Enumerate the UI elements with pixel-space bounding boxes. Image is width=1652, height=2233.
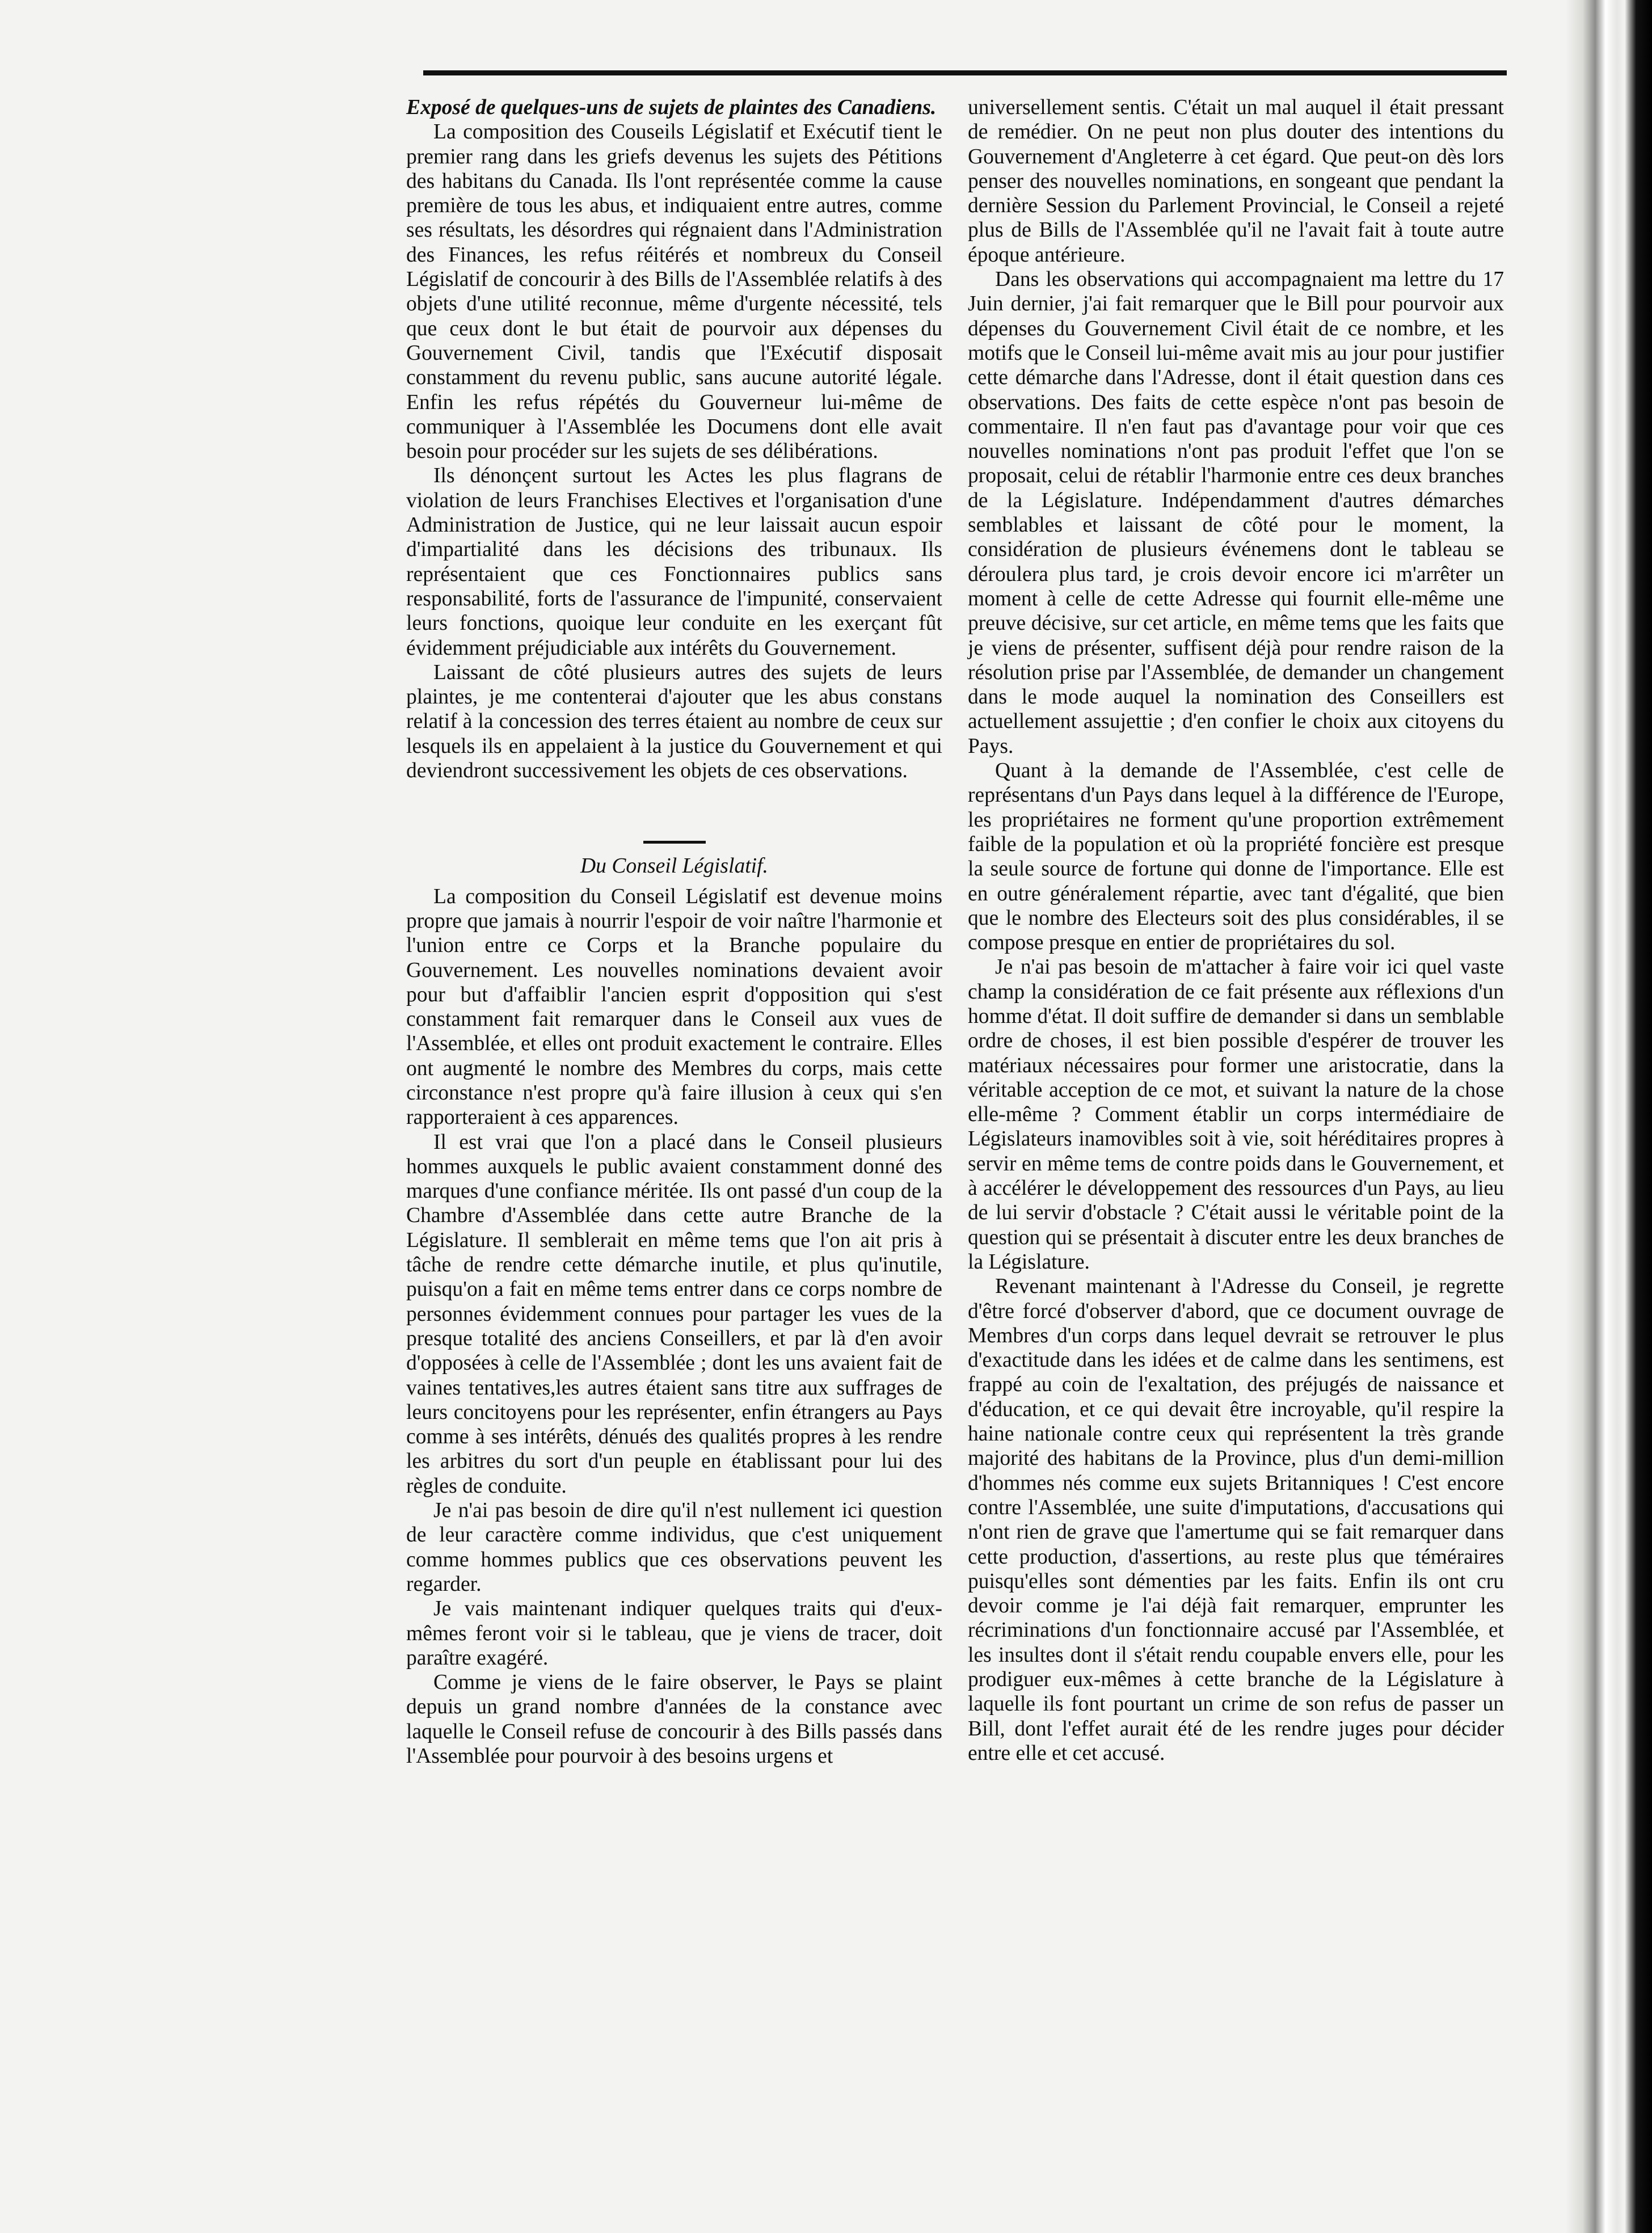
paragraph: La composition du Conseil Législatif est devenue moins propre que jamais à nourrir l'espoir de voir naître l'harmonie et l'union entre ce Corps et la Branche populaire du Gouvernement. Les nouvelles nominations devaient avoir pour but d'affaiblir l'ancien esprit d'opposition qui s'est constamment fait remarquer dans le Conseil aux vues de l'Assemblée, et elles ont produit exactement le contraire. Elles ont augmenté le nombre des Membres du corps, mais cette circonstance n'est propre qu'à faire illusion à ceux qui s'en rapporteraient à ces apparences. <box>406 884 942 1130</box>
paragraph: Ils dénonçent surtout les Actes les plus flagrans de violation de leurs Franchises Electives et l'organisation d'une Administration de Justice, qui ne leur laissait aucun espoir d'impartialité dans les décisions des tribunaux. Ils représentaient que ces Fonctionnaires publics sans responsabilité, forts de l'assurance de l'impunité, conservaient leurs fonctions, quoique leur conduite en les exerçant fût évidemment préjudiciable aux intérêts du Gouvernement. <box>406 464 942 660</box>
paragraph: Revenant maintenant à l'Adresse du Conseil, je regrette d'être forcé d'observer d'abord, que ce document ouvrage de Membres d'un corps dans lequel devrait se retrouver le plus d'exactitude dans les idées et de calme dans les sentimens, est frappé au coin de l'exaltation, des préjugés de naissance et d'éducation, et ce qui devait être incroyable, qu'il respire la haine nationale contre ceux qui représentent la très grande majorité des habitans de la Province, plus d'un demi-million d'hommes nés comme eux sujets Britanniques ! C'est encore contre l'Assemblée, une suite d'imputations, d'accusations qui n'ont rien de grave que l'amertume qui se fait remarquer dans cette production, d'assertions, au reste plus que téméraires puisqu'elles sont démenties par les faits. Enfin ils ont cru devoir comme je l'ai déjà fait remarquer, emprunter les récriminations d'un fonctionnaire accusé par l'Assemblée, et les insultes dont il s'était rendu coupable envers elle, pour les prodiguer eux-mêmes à cette branche de la Législature à laquelle ils font pourtant un crime de son refus de passer un Bill, dont l'effet aurait été de les rendre juges pour décider entre elle et cet accusé. <box>968 1275 1504 1765</box>
section-subheading: Du Conseil Législatif. <box>580 854 768 878</box>
section-divider <box>643 841 706 844</box>
paragraph: La composition des Couseils Législatif et Exécutif tient le premier rang dans les griefs devenus les sujets des Pétitions des habitans du Canada. Ils l'ont représentée comme la cause première de tous les abus, et indiquaient entre autres, comme ses résultats, les désordres qui régnaient dans l'Administration des Finances, les refus réitérés et nombreux du Conseil Législatif de concourir à des Bills de l'Assemblée relatifs à des objets d'une utilité reconnue, même d'urgente nécessité, tels que ceux dont le but était de pourvoir aux dépenses du Gouvernement Civil, tandis que l'Exécutif disposait constamment du revenu public, sans aucune autorité légale. Enfin les refus répétés du Gouverneur lui-même de communiquer à l'Assemblée les Documens dont elle avait besoin pour procéder sur les sujets de ses délibérations. <box>406 120 942 464</box>
right-column <box>968 95 1504 1766</box>
page-edge <box>1566 0 1652 2233</box>
paragraph: Laissant de côté plusieurs autres des sujets de leurs plaintes, je me contenterai d'ajouter que les abus constans relatif à la concession des terres étaient au nombre de ceux sur lesquels ils en appelaient à la justice du Gouvernement et qui deviendront successivement les objets de ces observations. <box>406 660 942 783</box>
left-column <box>406 95 942 1768</box>
paragraph: Je vais maintenant indiquer quelques traits qui d'eux-mêmes feront voir si le tableau, que je viens de tracer, doit paraître exagéré. <box>406 1597 942 1670</box>
paragraph: Comme je viens de le faire observer, le Pays se plaint depuis un grand nombre d'années de la constance avec laquelle le Conseil refuse de concourir à des Bills passés dans l'Assemblée pour pourvoir à des besoins urgens et <box>406 1671 942 1768</box>
section-heading: Exposé de quelques-uns de sujets de plaintes des Canadiens. <box>406 96 937 119</box>
paragraph: Quant à la demande de l'Assemblée, c'est celle de représentans d'un Pays dans lequel à la différence de l'Europe, les propriétaires ne forment qu'une proportion extrêmement faible de la population et où la propriété foncière est presque la seule source de fortune qui donne de l'importance. Elle est en outre généralement répartie, avec tant d'égalité, que bien que le nombre des Electeurs soit des plus considérables, il se compose presque en entier de propriétaires du sol. <box>968 759 1504 955</box>
paragraph: Je n'ai pas besoin de m'attacher à faire voir ici quel vaste champ la considération de ce fait présente aux réflexions d'un homme d'état. Il doit suffire de demander si dans un semblable ordre de choses, il est bien possible d'espérer de trouver les matériaux nécessaires pour former une aristocratie, dans la véritable acception de ce mot, et suivant la nature de la chose elle-même ? Comment établir un corps intermédiaire de Législateurs inamovibles soit à vie, soit héréditaires propres à servir en même tems de contre poids dans le Gouvernement, et à accélérer le développement des ressources d'un Pays, au lieu de lui servir d'obstacle ? C'était aussi le véritable point de la question qui se présentait à discuter entre les deux branches de la Législature. <box>968 955 1504 1274</box>
paragraph: Il est vrai que l'on a placé dans le Conseil plusieurs hommes auxquels le public avaient constamment donné des marques d'une confiance méritée. Ils ont passé d'un coup de la Chambre d'Assemblée dans cette autre Branche de la Législature. Il semblerait en même tems que l'on ait pris à tâche de rendre cette démarche inutile, et plus qu'inutile, puisqu'on a fait en même tems entrer dans ce corps nombre de personnes évidemment connues pour partager les vues de la presque totalité des anciens Conseillers, et par là d'en avoir d'opposées à celle de l'Assemblée ; dont les uns avaient fait de vaines tentatives,les autres étaient sans titre aux suffrages de leurs concitoyens pour les représenter, enfin étrangers au Pays comme à ses intérêts, dénués des qualités propres à les rendre les arbitres du sort d'un peuple en établissant pour lui des règles de conduite. <box>406 1130 942 1498</box>
paragraph: Je n'ai pas besoin de dire qu'il n'est nullement ici question de leur caractère comme individus, que c'est uniquement comme hommes publics que ces observations peuvent les regarder. <box>406 1499 942 1596</box>
paragraph: universellement sentis. C'était un mal auquel il était pressant de remédier. On ne peut non plus douter des intentions du Gouvernement d'Angleterre à cet égard. Que peut-on dès lors penser des nouvelles nominations, en songeant que pendant la dernière Session du Parlement Provincial, le Conseil a rejeté plus de Bills de l'Assemblée qu'il ne l'avait fait à toute autre époque antérieure. <box>968 96 1504 267</box>
paragraph: Dans les observations qui accompagnaient ma lettre du 17 Juin dernier, j'ai fait remarquer que le Bill pour pourvoir aux dépenses du Gouvernement Civil était de ce nombre, et les motifs que le Conseil lui-même avait mis au jour pour justifier cette démarche dans l'Adresse, dont il était question dans ces observations. Des faits de cette espèce n'ont pas besoin de commentaire. Il n'en faut pas d'avantage pour voir que ces nouvelles nominations n'ont pas produit l'effet que l'on se proposait, celui de rétablir l'harmonie entre ces deux branches de la Législature. Indépendamment d'autres démarches semblables et laissant de côté pour le moment, la considération de plusieurs événemens dont le tableau se déroulera plus tard, je crois devoir encore ici m'arrêter un moment à celle de cette Adresse qui fournit elle-même une preuve décisive, sur cet article, en même tems que les faits que je viens de présenter, suffisent déjà pour rendre raison de la résolution prise par l'Assemblée, de demander un changement dans le mode auquel la nomination des Conseillers est actuellement assujettie ; d'en confier le choix aux citoyens du Pays. <box>968 268 1504 758</box>
top-rule <box>423 70 1507 75</box>
